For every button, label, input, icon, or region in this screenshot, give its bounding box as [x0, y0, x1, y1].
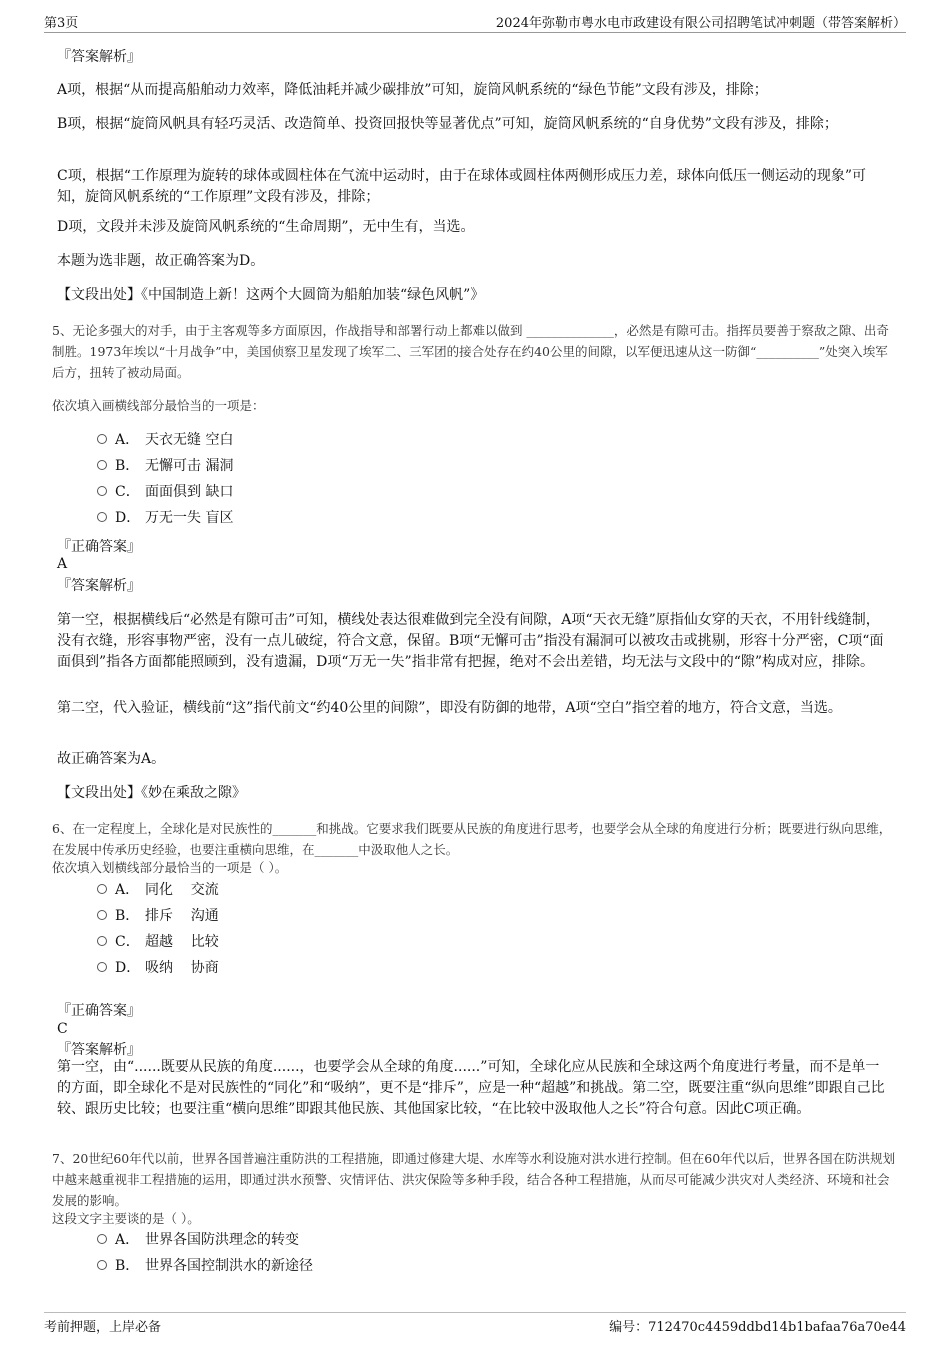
- radio-icon[interactable]: [97, 936, 107, 946]
- page-footer: [44, 1312, 906, 1336]
- q5-stem: 5、无论多强大的对手，由于主客观等多方面原因，作战指导和部署行动上都难以做到 ______________，必然是有隙可击。指挥员要善于察敌之隙、出奇制胜。1973年埃以“十月战争”中，美国侦察卫星发现了埃军二、三军团的接合处存在约40公里的间隙，以军便迅速从这一防御“__________”处突入埃军后方，扭转了被动局面。: [52, 323, 889, 380]
- q5-prompt: 依次填入画横线部分最恰当的一项是：: [52, 398, 265, 413]
- q6-option-b[interactable]: B． 排斥 沟通: [97, 906, 219, 926]
- q6-option-a[interactable]: A． 同化 交流: [97, 880, 219, 900]
- q4-conclusion: 本题为选非题，故正确答案为D。: [57, 253, 265, 269]
- q6-prompt: 依次填入划横线部分最恰当的一项是（ ）。: [52, 860, 288, 875]
- q5-option-a[interactable]: A． 天衣无缝 空白: [97, 430, 233, 450]
- radio-icon[interactable]: [97, 486, 107, 496]
- radio-icon[interactable]: [97, 512, 107, 522]
- q7-option-b[interactable]: B． 世界各国控制洪水的新途径: [97, 1256, 313, 1276]
- q4-analysis-b: B项，根据“旋筒风帆具有轻巧灵活、改造简单、投资回报快等显著优点”可知，旋筒风帆系统的“自身优势”文段有涉及，排除；: [57, 116, 838, 132]
- q7-prompt: 这段文字主要谈的是（ ）。: [52, 1211, 200, 1226]
- radio-icon[interactable]: [97, 434, 107, 444]
- q5-option-b[interactable]: B． 无懈可击 漏洞: [97, 456, 233, 476]
- q5-answer: A: [57, 556, 68, 572]
- q4-analysis-d: D项，文段并未涉及旋筒风帆系统的“生命周期”，无中生有，当选。: [57, 219, 475, 235]
- q5-option-c[interactable]: C． 面面俱到 缺口: [97, 482, 233, 502]
- q5-analysis-label: 『答案解析』: [57, 578, 141, 594]
- q5-answer-label: 『正确答案』: [57, 539, 141, 555]
- q6-analysis-label: 『答案解析』: [57, 1042, 141, 1058]
- radio-icon[interactable]: [97, 962, 107, 972]
- q4-analysis-a: A项，根据“从而提高船舶动力效率，降低油耗并减少碳排放”可知，旋筒风帆系统的“绿色节能”文段有涉及，排除；: [57, 82, 768, 98]
- q6-option-c[interactable]: C． 超越 比较: [97, 932, 219, 952]
- q4-analysis-c: C项，根据“工作原理为旋转的球体或圆柱体在气流中运动时，由于在球体或圆柱体两侧形成压力差，球体向低压一侧运动的现象”可知，旋筒风帆系统的“工作原理”文段有涉及，排除；: [57, 168, 867, 205]
- q6-option-d[interactable]: D． 吸纳 协商: [97, 958, 219, 978]
- q5-analysis-2: 第二空，代入验证，横线前“这”指代前文“约40公里的间隙”，即没有防御的地带，A项“空白”指空着的地方，符合文意，当选。: [57, 700, 842, 716]
- q6-stem: 6、在一定程度上，全球化是对民族性的_______和挑战。它要求我们既要从民族的角度进行思考，也要学会从全球的角度进行分析；既要进行纵向思维，在发展中传承历史经验，也要注重横向思维，在_______中汲取他人之长。: [52, 821, 892, 857]
- radio-icon[interactable]: [97, 1234, 107, 1244]
- radio-icon[interactable]: [97, 460, 107, 470]
- q4-analysis-label: 『答案解析』: [57, 49, 141, 65]
- q5-source: 【文段出处】《妙在乘敌之隙》: [57, 785, 246, 801]
- document-title: 2024年弥勒市粤水电市政建设有限公司招聘笔试冲刺题（带答案解析）: [495, 16, 906, 31]
- radio-icon[interactable]: [97, 1260, 107, 1270]
- q5-option-d[interactable]: D． 万无一失 盲区: [97, 508, 233, 528]
- q6-analysis: 第一空，由“......既要从民族的角度......，也要学会从全球的角度......”可知，全球化应从民族和全球这两个角度进行考量，而不是单一的方面，即全球化不是对民族性的“同化”和“吸纳”，更不是“排斥”，应是一种“超越”和挑战。第二空，既要注重“纵向思维”即跟自己比较、跟历史比较；也要注重“横向思维”即跟其他民族、其他国家比较，“在比较中汲取他人之长”符合句意。因此C项正确。: [57, 1059, 885, 1117]
- q4-source: 【文段出处】《中国制造上新！这两个大圆筒为船舶加装“绿色风帆”》: [57, 287, 485, 303]
- document-id: 编号：712470c4459ddbd14b1bafaa76a70e44: [609, 1320, 906, 1335]
- radio-icon[interactable]: [97, 884, 107, 894]
- footer-slogan: 考前押题，上岸必备: [44, 1320, 162, 1335]
- q7-option-a[interactable]: A． 世界各国防洪理念的转变: [97, 1230, 299, 1250]
- q7-stem: 7、20世纪60年代以前，世界各国普遍注重防洪的工程措施，即通过修建大堤、水库等水利设施对洪水进行控制。但在60年代以后，世界各国在防洪规划中越来越重视非工程措施的运用，即通过洪水预警、灾情评估、洪灾保险等多种手段，结合各种工程措施，从而尽可能减少洪灾对人类经济、环境和社会发展的影响。: [52, 1151, 896, 1208]
- q5-analysis-1: 第一空，根据横线后“必然是有隙可击”可知，横线处表达很难做到完全没有间隙，A项“天衣无缝”原指仙女穿的天衣，不用针线缝制，没有衣缝，形容事物严密，没有一点儿破绽，符合文意，保留。B项“无懈可击”指没有漏洞可以被攻击或挑剔，形容十分严密，C项“面面俱到”指各方面都能照顾到，没有遗漏，D项“万无一失”指非常有把握，绝对不会出差错，均无法与文段中的“隙”构成对应，排除。: [57, 612, 884, 670]
- q5-conclusion: 故正确答案为A。: [57, 751, 166, 767]
- q6-answer: C: [57, 1021, 68, 1037]
- page-number: 第3页: [44, 16, 79, 31]
- page-header: [44, 12, 906, 33]
- q6-answer-label: 『正确答案』: [57, 1003, 141, 1019]
- radio-icon[interactable]: [97, 910, 107, 920]
